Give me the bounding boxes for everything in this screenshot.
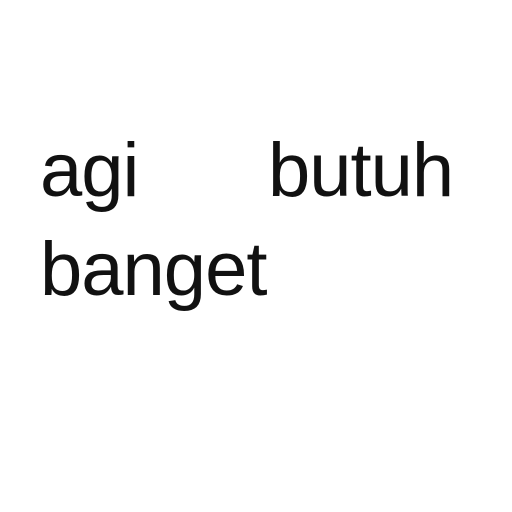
text-word-banget: banget <box>40 227 267 312</box>
text-word-butuh: butuh <box>268 128 454 213</box>
text-word-agi: agi <box>40 128 139 213</box>
